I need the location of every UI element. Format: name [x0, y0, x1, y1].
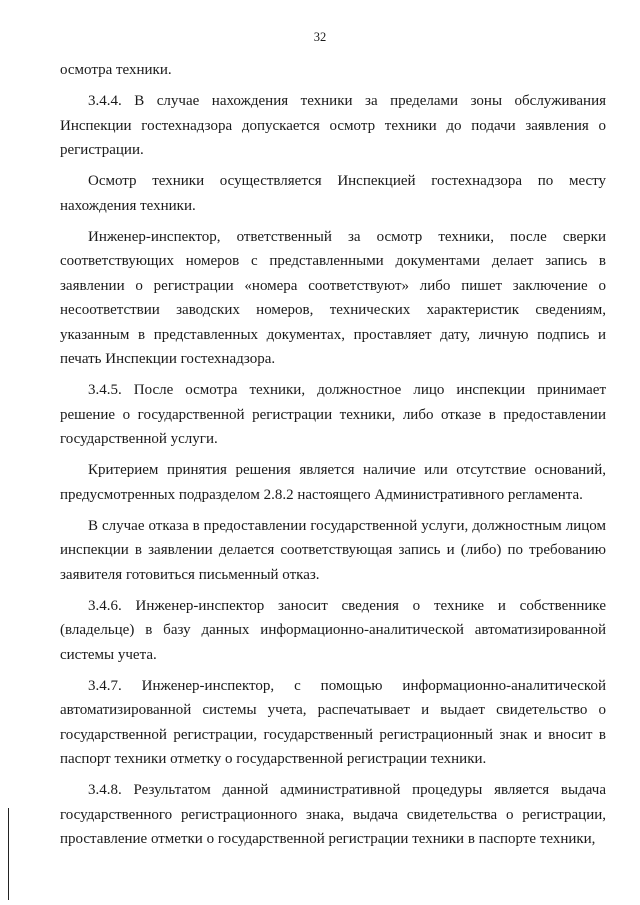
paragraph: Инженер-инспектор, ответственный за осмотр техники, после сверки соответствующих номеров с представленными документами делает запись в заявлении о регистрации «номера соответствуют» либо пишет заключение о несоответствии заводских номеров, технических характеристик сведениям, указанным в представленных документах, проставляет дату, личную подпись и печать Инспекции гостехнадзора.	[60, 228, 606, 367]
paragraph-3-4-6: 3.4.6. Инженер-инспектор заносит сведения о технике и собственнике (владельце) в базу данных информационно-аналитической автоматизированной системы учета.	[60, 597, 606, 663]
paragraph-3-4-8: 3.4.8. Результатом данной административной процедуры является выдача государственного регистрационного знака, выдача свидетельства о регистрации, проставление отметки о государственной регистрации техники в паспорте техники,	[60, 782, 606, 847]
paragraph-3-4-4: 3.4.4. В случае нахождения техники за пределами зоны обслуживания Инспекции гостехнадзора допускается осмотр техники до подачи заявления о регистрации.	[60, 93, 606, 158]
scan-edge-line	[8, 808, 9, 900]
paragraph-3-4-7: 3.4.7. Инженер-инспектор, с помощью информационно-аналитической автоматизированной системы учета, распечатывает и выдает свидетельство о государственной регистрации, государственный регистрационный знак и вносит в паспорт техники отметку о государственной регистрации техники.	[60, 677, 606, 767]
paragraph: осмотра техники.	[60, 62, 172, 78]
paragraph: Критерием принятия решения является наличие или отсутствие оснований, предусмотренных подразделом 2.8.2 настоящего Административного регламента.	[60, 462, 606, 503]
document-body	[60, 58, 606, 858]
page-number: 32	[313, 30, 327, 44]
paragraph-3-4-5: 3.4.5. После осмотра техники, должностное лицо инспекции принимает решение о государственной регистрации техники, либо отказе в предоставлении государственной услуги.	[60, 382, 606, 447]
paragraph: В случае отказа в предоставлении государственной услуги, должностным лицом инспекции в заявлении делается соответствующая запись и (либо) по требованию заявителя готовиться письменный отказ.	[60, 517, 606, 583]
paragraph: Осмотр техники осуществляется Инспекцией гостехнадзора по месту нахождения техники.	[60, 173, 606, 214]
